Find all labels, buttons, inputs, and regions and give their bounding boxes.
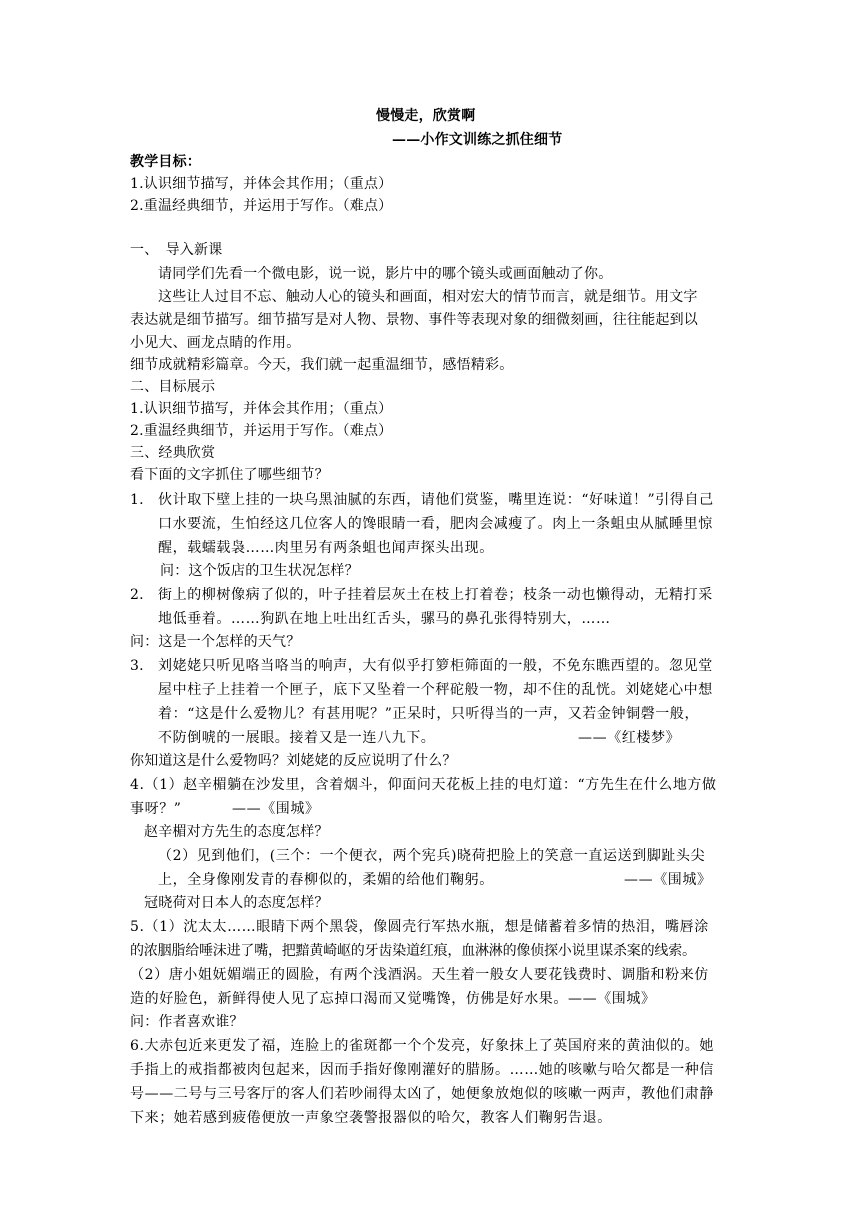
excerpt-line: 6.大赤包近来更发了福，连脸上的雀斑都一个个发亮，好象抹上了英国府来的黄油似的。她	[130, 1038, 714, 1054]
excerpt-line: 上，全身像刚发青的春柳似的，柔媚的给他们鞠躬。	[158, 872, 494, 888]
item-number: 3.	[130, 658, 144, 674]
section1-paragraph: 请同学们先看一个微电影，说一说，影片中的哪个镜头或画面触动了你。	[158, 266, 613, 282]
excerpt-line: 刘姥姥只听见咯当咯当的响声，大有似乎打箩柜筛面的一般，不免东瞧西望的。忽见堂	[158, 658, 713, 674]
item-number: 2.	[130, 587, 144, 603]
excerpt-line: 的浓胭脂给唾沫进了嘴，把黯黄崎岖的牙齿染道红痕，血淋淋的像侦探小说里谋杀案的线索。	[130, 943, 696, 959]
section3-heading: 三、经典欣赏	[130, 445, 216, 461]
excerpt-line: 口水要流，生怕经这几位客人的馋眼睛一看，肥肉会减瘦了。肉上一条蛆虫从腻睡里惊	[158, 516, 713, 532]
excerpt-line: 地低垂着。……狗趴在地上吐出红舌头，骡马的鼻孔张得特别大，……	[158, 611, 611, 627]
goal-item: 1.认识细节描写，并体会其作用；（重点）	[130, 401, 393, 417]
section1-paragraph-line: 这些让人过目不忘、触动人心的镜头和画面，相对宏大的情节而言，就是细节。用文字	[158, 289, 698, 305]
question: 你知道这是什么爱物吗？刘姥姥的反应说明了什么？	[130, 753, 457, 769]
source-citation: ——《围城》	[624, 872, 712, 888]
excerpt-line: 5.（1）沈太太……眼睛下两个黑袋，像圆壳行军热水瓶，想是储蓄着多情的热泪，嘴唇涂	[130, 919, 709, 935]
goal-item: 1.认识细节描写，并体会其作用；（重点）	[130, 176, 393, 192]
source-citation: ——《红楼梦》	[578, 730, 681, 746]
excerpt-line: 街上的柳树像病了似的，叶子挂着层灰土在枝上打着卷；枝条一动也懒得动，无精打采	[158, 587, 713, 603]
excerpt-line: 4.（1）赵辛楣躺在沙发里，含着烟斗，仰面问天花板上挂的电灯道：“方先生在什么地方做	[130, 777, 717, 793]
excerpt-line: 事呀？”	[130, 801, 182, 817]
excerpt-line: （2）见到他们，(三个：一个便衣，两个宪兵)晓荷把脸上的笑意一直运送到脚趾头尖	[158, 848, 706, 864]
question: 问：作者喜欢谁？	[130, 1014, 244, 1030]
item-number: 1.	[130, 492, 144, 508]
source-citation: ——《围城》	[232, 801, 320, 817]
excerpt-line: 伙计取下壁上挂的一块乌黑油腻的东西，请他们赏鉴，嘴里连说：“好味道！”引得自己	[158, 492, 714, 508]
goals-heading: 教学目标：	[130, 154, 201, 170]
excerpt-line: 醒，载蠕载袅……肉里另有两条蛆也闻声探头出现。	[158, 540, 494, 556]
section1-paragraph-line: 小见大、画龙点睛的作用。	[130, 335, 301, 351]
excerpt-line: 屋中柱子上挂着一个匣子，底下又坠着一个秤砣般一物，却不住的乱恍。刘姥姥心中想	[158, 682, 713, 698]
excerpt-line: 着：“这是什么爱物儿？有甚用呢？”正呆时，只听得当的一声，又若金钟铜磬一般，	[158, 706, 700, 722]
excerpt-line: 不防倒唬的一展眼。接着又是一连八九下。	[158, 730, 436, 746]
section1-paragraph-line: 表达就是细节描写。细节描写是对人物、景物、事件等表现对象的细微刻画，往往能起到以	[130, 312, 698, 328]
goal-item: 2.重温经典细节，并运用于写作。（难点）	[130, 423, 393, 439]
excerpt-line: 手指上的戒指都被肉包起来，因而手指好像刚灌好的腊肠。……她的咳嗽与哈欠都是一种信	[130, 1062, 714, 1078]
excerpt-line: 号——二号与三号客厅的客人们若吵闹得太凶了，她便象放炮似的咳嗽一两声，教他们肃静	[130, 1086, 714, 1102]
document-subtitle: ——小作文训练之抓住细节	[392, 132, 563, 148]
excerpt-line: 造的好脸色，新鲜得使人见了忘掉口渴而又觉嘴馋，仿佛是好水果。——《围城》	[130, 991, 656, 1007]
document-title: 慢慢走，欣赏啊	[376, 108, 476, 124]
section3-intro: 看下面的文字抓住了哪些细节？	[130, 467, 329, 483]
question: 问：这个饭店的卫生状况怎样？	[160, 563, 359, 579]
excerpt-line: （2）唐小姐妩媚端正的圆脸，有两个浅酒涡。天生着一般女人要花钱费时、调脂和粉来仿	[130, 967, 709, 983]
section1-paragraph: 细节成就精彩篇章。今天，我们就一起重温细节，感悟精彩。	[130, 357, 514, 373]
question: 赵辛楣对方先生的态度怎样？	[144, 824, 329, 840]
excerpt-line: 下来；她若感到疲倦便放一声象空袭警报器似的哈欠，教客人们鞠躬告退。	[130, 1110, 612, 1126]
section2-heading: 二、目标展示	[130, 379, 216, 395]
question: 问：这是一个怎样的天气？	[130, 634, 301, 650]
question: 冠晓荷对日本人的态度怎样？	[144, 895, 329, 911]
section1-heading: 一、 导入新课	[130, 242, 223, 258]
goal-item: 2.重温经典细节，并运用于写作。（难点）	[130, 198, 393, 214]
